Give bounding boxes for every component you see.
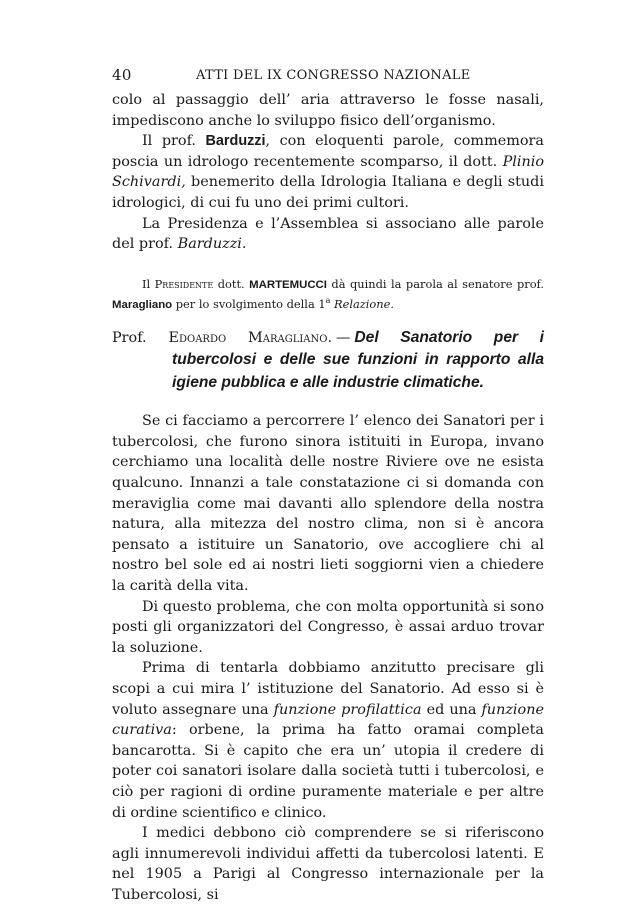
ordinal-superscript: a	[325, 295, 331, 305]
name-schivardi: Plinio Schivardi,	[112, 153, 544, 191]
text-run: benemerito della Idrologia Italiana e degli studi idrologici, di cui fu uno dei primi cultori.	[112, 174, 544, 211]
spacer	[112, 394, 544, 411]
name-barduzzi: Barduzzi	[205, 133, 266, 150]
paragraph-barduzzi	[112, 131, 544, 213]
relazione-label: Relazione.	[330, 296, 394, 311]
text-run: La Presidenza e l’Assemblea si associano alle parole del prof.	[112, 215, 544, 253]
text-run: ed una	[421, 701, 482, 718]
paragraph-sanatori: Se ci facciamo a percorrere l’ elenco dei Sanatori per i tubercolosi, che furono sinora istituiti in Europa, invano cerchiamo una località delle nostre Riviere ove ne esista qualcuno. Innanzi a tale constatazione ci si domanda con meraviglia come mai davanti allo splendore della nostra natura, alla mitezza del nostro clima, non si è ancora pensato a istituire un Sanatorio, ove accogliere chi al nostro bel sole ed ai nostri lieti soggiorni vien a chiedere la carità della vita.	[112, 413, 544, 594]
paragraph-presidenza	[112, 214, 544, 255]
name-maragliano: Maragliano	[112, 298, 173, 311]
paragraph-continuation: colo al passaggio dell’ aria attraverso le fosse nasali, impediscono anche lo sviluppo fisico dell’organismo.	[112, 92, 544, 129]
section-title: Del Sanatorio per i tubercolosi e delle sue funzioni in rapporto alla igiene pubblica e alle industrie climatiche.	[172, 328, 545, 391]
heading-prof: Prof.	[112, 329, 169, 346]
text-run: Prima di tentarla dobbiamo anzitutto precisare gli scopi a cui mira l’ istituzione del Sanatorio. Ad esso si è voluto assegnare una	[112, 660, 544, 718]
running-title: ATTI DEL IX CONGRESSO NAZIONALE	[196, 68, 471, 83]
text-run: Il prof.	[142, 133, 206, 150]
speaker-name: Edoardo Maragliano.	[168, 329, 333, 346]
paragraph-scopi	[112, 658, 544, 823]
paragraph-problema: Di questo problema, che con molta opportunità si sono posti gli organizzatori del Congresso, è assai arduo trovar la soluzione.	[112, 598, 544, 656]
name-martemucci: MARTEMUCCI	[249, 278, 327, 291]
procedural-note	[112, 275, 544, 315]
text-run: Il	[142, 276, 155, 291]
page-header	[112, 66, 544, 86]
text-run: per lo svolgimento della	[172, 296, 319, 311]
text-run: : orbene, la prima ha fatto oramai completa bancarotta. Si è capito che era un’ utopia il credere di poter coi sanatori isolare dalla società tutti i tubercolosi, e ciò per ragioni di ordine puramente materiale e per altre di ordine scientifico e clinico.	[112, 722, 544, 821]
page-body	[112, 90, 544, 906]
term-profilattica: funzione profilattica	[273, 701, 422, 718]
term-curativa: funzione curativa	[112, 701, 544, 739]
text-run: dà quindi la parola al senatore prof.	[326, 276, 544, 291]
section-heading	[112, 327, 544, 395]
text-run: , con eloquenti parole, commemora poscia un idrologo recentemente scomparso, il dott.	[112, 133, 545, 170]
heading-dash: —	[336, 329, 351, 346]
name-barduzzi-italic: Barduzzi.	[177, 236, 247, 253]
president-title: Presidente	[154, 276, 214, 291]
text-run: dott.	[213, 276, 250, 291]
ordinal-number: 1	[318, 296, 326, 311]
page-number: 40	[112, 66, 132, 84]
paragraph-medici: I medici debbono ciò comprendere se si riferiscono agli innumerevoli individui affetti da tubercolosi latenti. E nel 1905 a Parigi al Congresso internazionale per la Tubercolosi, si	[112, 825, 544, 903]
